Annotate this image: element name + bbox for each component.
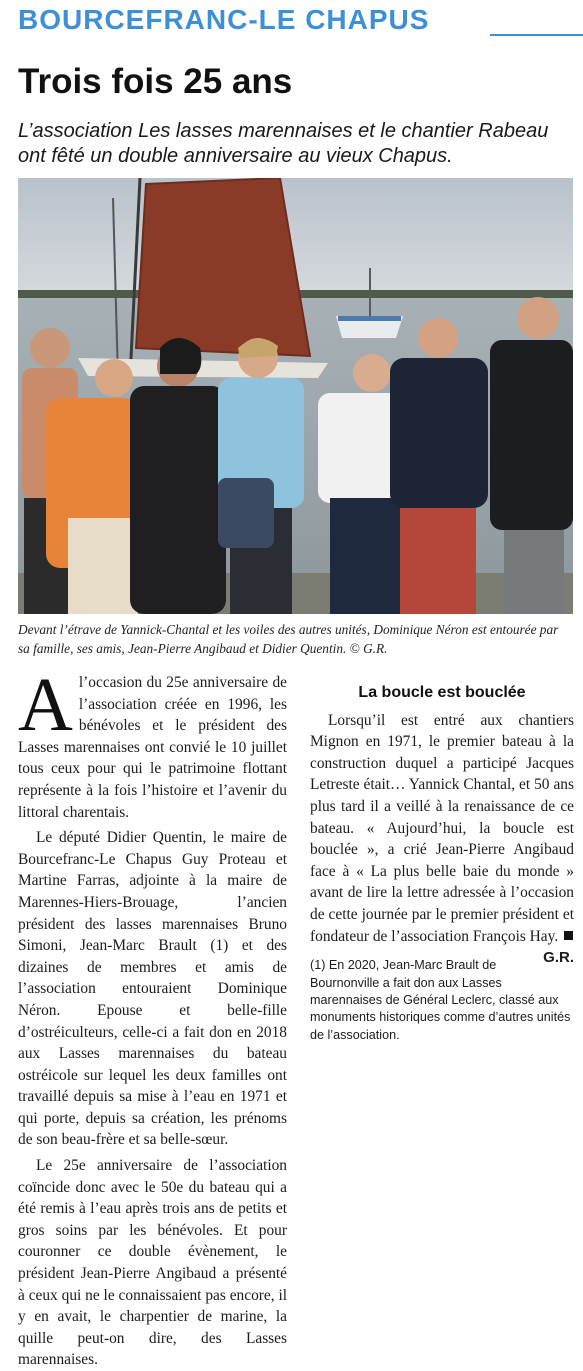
kicker-rule [490, 34, 583, 36]
article-title: Trois fois 25 ans [18, 62, 293, 101]
end-mark-icon [564, 931, 573, 940]
paragraph-2: Le député Didier Quentin, le maire de Bourcefranc-Le Chapus Guy Proteau et Martine Farras, adjointe à la maire de Marennes-Hiers-Brouage, l’ancien président des lasses marennaises Bruno Simoni, Jean-Marc Brault (1) et des dizaines de membres et amis de l’association entouraient Dominique Néron. Epouse et belle-fille d’ostréiculteurs, celle-ci a fait don en 2018 aux Lasses marennaises du bateau ostréicole sur lequel les deux familles ont travaillé depuis sa mise à l’eau en 1971 et qui porte, depuis sa création, les prénoms de son beau-frère et sa belle-sœur. [18, 829, 287, 1149]
article-standfirst: L’association Les lasses marennaises et le chantier Rabeau ont fêté un double anniversaire au vieux Chapus. [18, 120, 549, 167]
article-subhead: La boucle est bouclée [358, 684, 526, 701]
paragraph-4-text: Lorsqu’il est entré aux chantiers Mignon en 1971, le premier bateau à la construction duquel a participé Jacques Letreste était… Yannick Chantal, et 50 ans plus tard il a veillé à la renaissance de ce bateau. « Aujourd’hui, la boucle est bouclée », a crié Jean-Pierre Angibaud face à « La plus belle baie du monde » avant de lire la lettre adressée à l’occasion de cette journée par le premier président et fondateur de l’association François Hay. [310, 711, 574, 945]
photo-caption: Devant l’étrave de Yannick-Chantal et les voiles des autres unités, Dominique Néron est entourée par sa famille, ses amis, Jean-Pierre Angibaud et Didier Quentin. © G.R. [18, 622, 559, 656]
paragraph-1-text: l’occasion du 25e anniversaire de l’association créée en 1996, les bénévoles et le président des Lasses marennaises ont convié le 10 juillet tous ceux pour qui le patrimoine flottant représente à la fois l’histoire et l’avenir du littoral charentais. [18, 674, 287, 821]
article-column-left [18, 663, 287, 1371]
group-photo-illustration [18, 178, 573, 614]
paragraph-4 [310, 710, 574, 967]
paragraph-3: Le 25e anniversaire de l’association coïncide donc avec le 50e du bateau qui a été remis à l’eau après trois ans de petits et gros soins par les bénévoles. Et pour couronner ce double évènement, le président Jean-Pierre Angibaud a présenté à ceux qui ne le connaissaient pas encore, il y en avait, le charpentier de marine, la quille peut-on dire, des Lasses marennaises. [18, 1157, 287, 1369]
drop-cap: A [18, 663, 73, 747]
section-header [18, 4, 583, 46]
section-kicker: BOURCEFRANC-LE CHAPUS [18, 4, 430, 35]
article-photo [18, 178, 573, 614]
footnote: (1) En 2020, Jean-Marc Brault de Bournonville a fait don aux Lasses marennaises de Général Leclerc, classé aux monuments historiques comme d’autres unités de l’association. [310, 958, 571, 1042]
article-column-right [310, 672, 574, 1044]
paragraph-intro [18, 663, 287, 823]
author-signature: G.R. [543, 949, 574, 967]
